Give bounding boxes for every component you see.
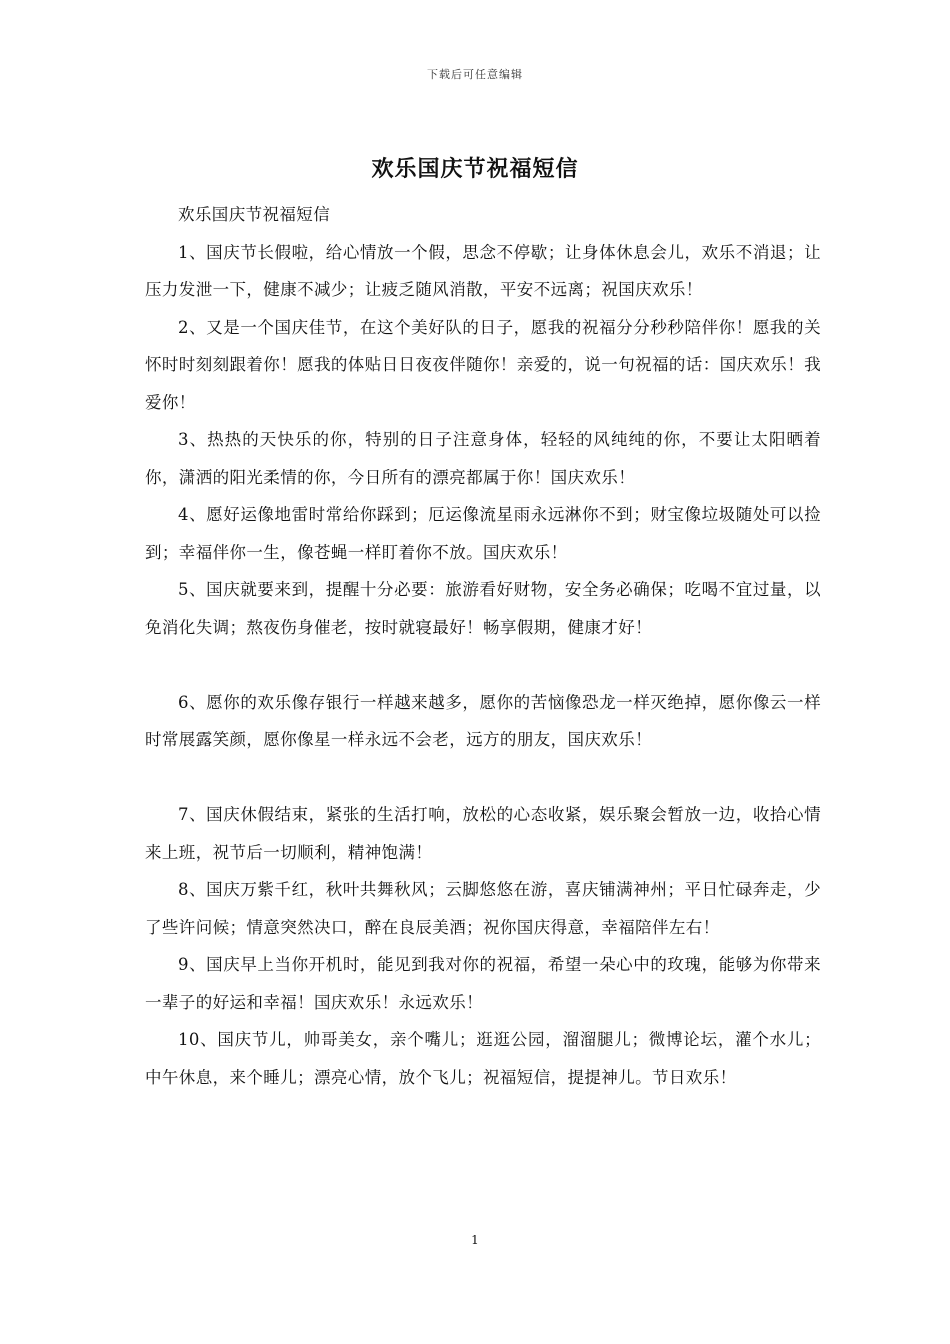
paragraph-3: 3、热热的天快乐的你，特别的日子注意身体，轻轻的风纯纯的你，不要让太阳晒着你，潇洒的阳光柔情的你，今日所有的漂亮都属于你！国庆欢乐！ — [145, 430, 821, 487]
paragraph-1: 1、国庆节长假啦，给心情放一个假，思念不停歇；让身体休息会儿，欢乐不消退；让压力发泄一下，健康不减少；让疲乏随风消散，平安不远离；祝国庆欢乐！ — [145, 242, 821, 299]
paragraph-2: 2、又是一个国庆佳节，在这个美好队的日子，愿我的祝福分分秒秒陪伴你！愿我的关怀时时刻刻跟着你！愿我的体贴日日夜夜伴随你！亲爱的，说一句祝福的话：国庆欢乐！我爱你！ — [145, 317, 821, 412]
paragraph-10: 10、国庆节儿，帅哥美女，亲个嘴儿；逛逛公园，溜溜腿儿；微博论坛，灌个水儿；中午休息，来个睡儿；漂亮心情，放个飞儿；祝福短信，提提神儿。节日欢乐！ — [145, 1030, 821, 1087]
paragraph-7: 7、国庆休假结束，紧张的生活打响，放松的心态收紧，娱乐聚会暂放一边，收拾心情来上班，祝节后一切顺利，精神饱满！ — [145, 805, 821, 862]
paragraph-8: 8、国庆万紫千红，秋叶共舞秋风；云脚悠悠在游，喜庆铺满神州；平日忙碌奔走，少了些许问候；情意突然决口，醉在良辰美酒；祝你国庆得意，幸福陪伴左右！ — [145, 880, 821, 937]
document-body — [145, 196, 821, 1096]
document-title: 欢乐国庆节祝福短信 — [371, 156, 579, 182]
header-note: 下载后可任意编辑 — [427, 68, 523, 81]
paragraph-6: 6、愿你的欢乐像存银行一样越来越多，愿你的苦恼像恐龙一样灭绝掉，愿你像云一样时常展露笑颜，愿你像星一样永远不会老，远方的朋友，国庆欢乐！ — [145, 692, 821, 749]
page-number: 1 — [471, 1233, 479, 1247]
paragraph-5: 5、国庆就要来到，提醒十分必要：旅游看好财物，安全务必确保；吃喝不宜过量，以免消化失调；熬夜伤身催老，按时就寝最好！畅享假期，健康才好！ — [145, 580, 821, 637]
paragraph-9: 9、国庆早上当你开机时，能见到我对你的祝福，希望一朵心中的玫瑰，能够为你带来一辈子的好运和幸福！国庆欢乐！永远欢乐！ — [145, 955, 821, 1012]
document-subtitle: 欢乐国庆节祝福短信 — [178, 205, 331, 224]
paragraph-4: 4、愿好运像地雷时常给你踩到；厄运像流星雨永远淋你不到；财宝像垃圾随处可以捡到；幸福伴你一生，像苍蝇一样盯着你不放。国庆欢乐！ — [145, 505, 821, 562]
